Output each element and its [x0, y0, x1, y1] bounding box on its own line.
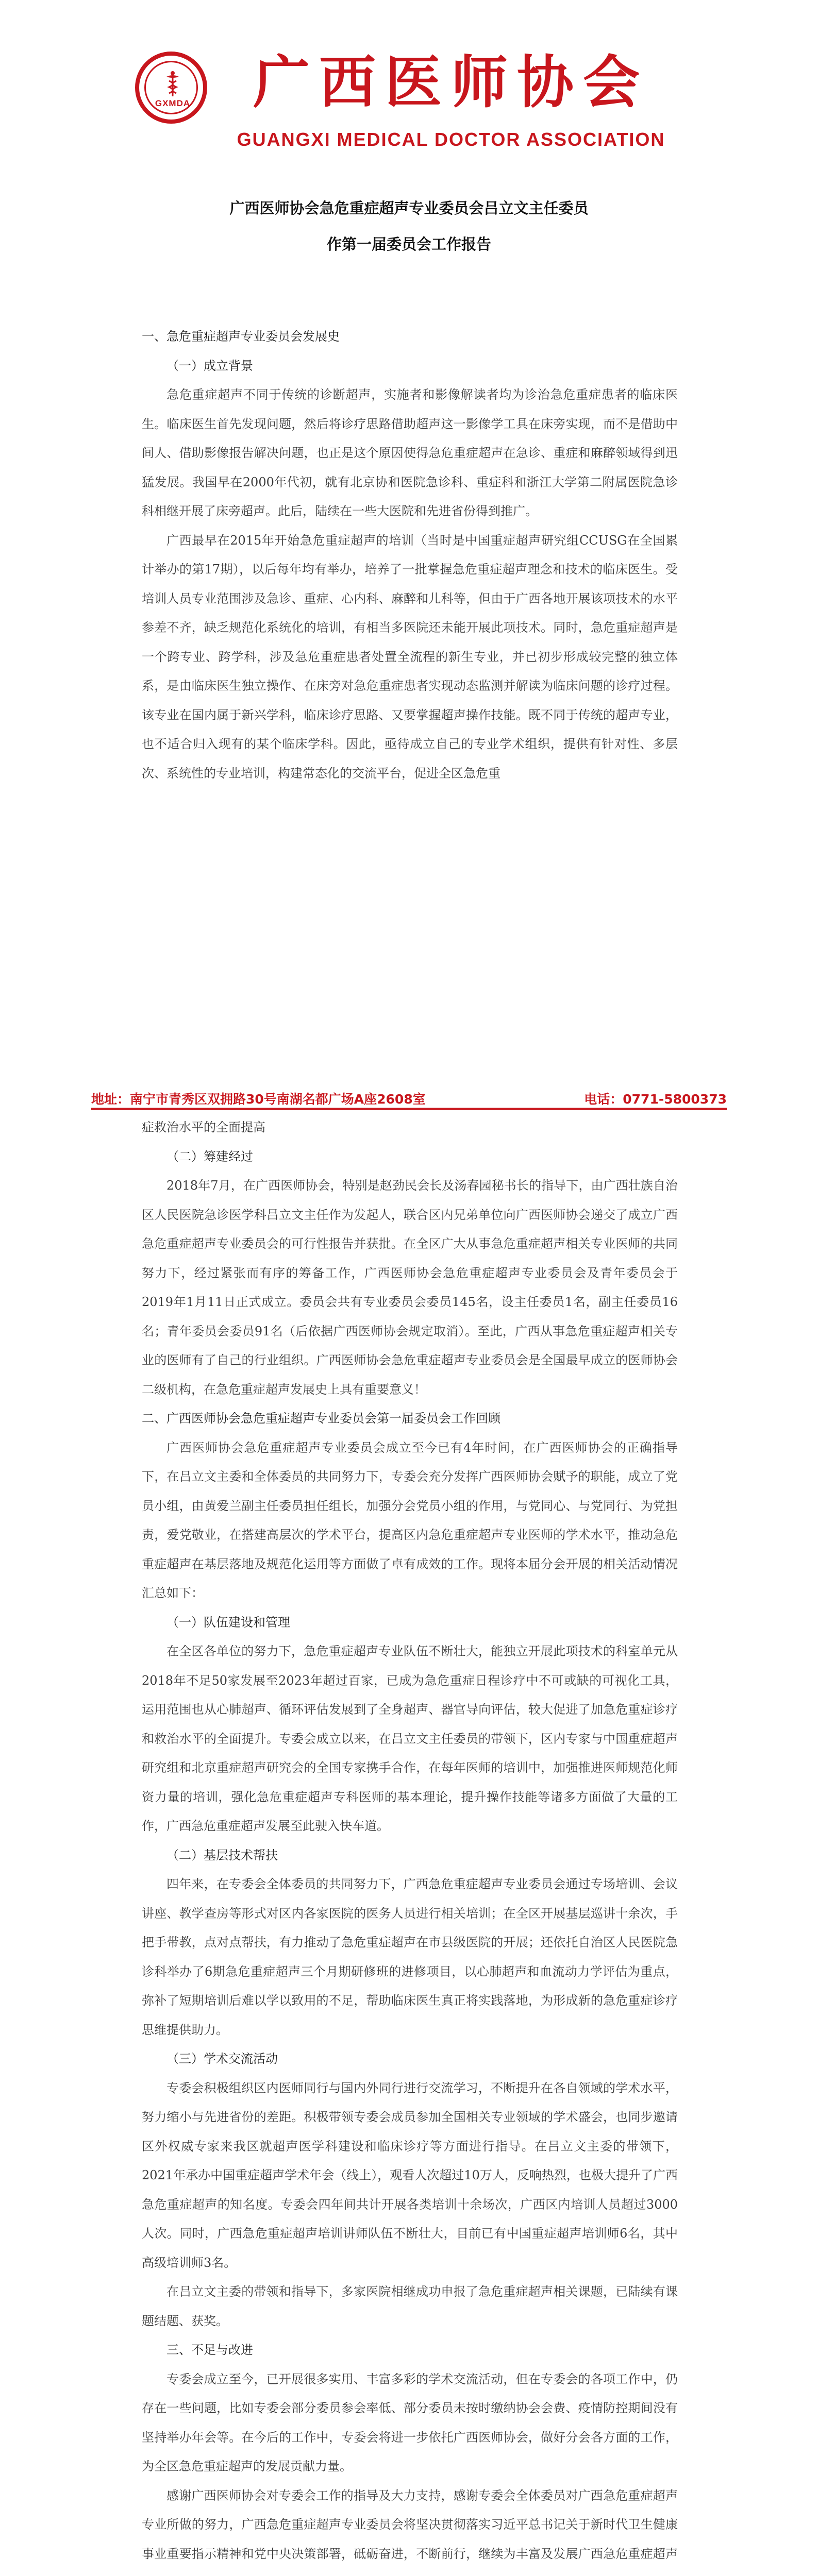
logo-text: GXMDA	[155, 98, 191, 108]
paragraph: 专委会积极组织区内医师同行与国内外同行进行交流学习，不断提升在各自领域的学术水平，努力缩小与先进省份的差距。积极带领专委会成员参加全国相关专业领域的学术盛会，也同步邀请区外权威专家来我区就超声医学科建设和临床诊疗等方面进行指导。在吕立文主委的带领下，2021年承办中国重症超声学术年会（线上），观看人次超过10万人，反响热烈，也极大提升了广西急危重症超声的知名度。专委会四年间共计开展各类培训十余场次，广西区内培训人员超过3000人次。同时，广西急危重症超声培训讲师队伍不断壮大，目前已有中国重症超声培训师6名，其中高级培训师3名。	[142, 2080, 678, 2270]
section-2-sub-1: （一）队伍建设和管理	[166, 1615, 290, 1630]
address-bar	[91, 1087, 727, 1110]
paragraph: 2018年7月，在广西医师协会，特别是赵劲民会长及汤春园秘书长的指导下，由广西壮族自治区人民医院急诊医学科吕立文主任作为发起人，联合区内兄弟单位向广西医师协会递交了成立广西急危重症超声专业委员会的可行性报告并获批。在全区广大从事急危重症超声相关专业医师的共同努力下，经过紧张而有序的筹备工作，广西医师协会急危重症超声专业委员会及青年委员会于2019年1月11日正式成立。委员会共有专业委员会委员145名，设主任委员1名，副主任委员16名；青年委员会委员91名（后依据广西医师协会规定取消）。至此，广西从事急危重症超声相关专业的医师有了自己的行业组织。广西医师协会急危重症超声专业委员会是全国最早成立的医师协会二级机构，在急危重症超声发展史上具有重要意义！	[142, 1178, 678, 1397]
section-1-sub-1: （一）成立背景	[166, 358, 253, 373]
org-english-name: GUANGXI MEDICAL DOCTOR ASSOCIATION	[237, 129, 665, 150]
paragraph: 在全区各单位的努力下，急危重症超声专业队伍不断壮大，能独立开展此项技术的科室单元从2018年不足50家发展至2023年超过百家，已成为急危重症日程诊疗中不可或缺的可视化工具，运用范围也从心肺超声、循环评估发展到了全身超声、器官导向评估，较大促进了加急危重症诊疗和救治水平的全面提升。专委会成立以来，在吕立文主任委员的带领下，区内专家与中国重症超声研究组和北京重症超声研究会的全国专家携手合作，在每年医师的培训中，加强推进医师规范化师资力量的培训，强化急危重症超声专科医师的基本理论，提升操作技能等诸多方面做了大量的工作，广西急危重症超声发展至此驶入快车道。	[142, 1644, 678, 1833]
report-body-part-2	[142, 1113, 678, 2576]
paragraph: 急危重症超声不同于传统的诊断超声，实施者和影像解读者均为诊治急危重症患者的临床医生。临床医生首先发现问题，然后将诊疗思路借助超声这一影像学工具在床旁实现，而不是借助中间人、借助影像报告解决问题，也正是这个原因使得急危重症超声在急诊、重症和麻醉领域得到迅猛发展。我国早在2000年代初，就有北京协和医院急诊科、重症科和浙江大学第二附属医院急诊科相继开展了床旁超声。此后，陆续在一些大医院和先进省份得到推广。	[142, 387, 678, 518]
org-name: 广西医师协会	[253, 49, 649, 115]
section-1-sub-2: （二）筹建经过	[166, 1149, 253, 1164]
phone-text: 电话：0771-5800373	[584, 1092, 727, 1107]
section-3-heading: 三、不足与改进	[166, 2343, 253, 2357]
paragraph: 四年来，在专委会全体委员的共同努力下，广西急危重症超声专业委员会通过专场培训、会议讲座、教学查房等形式对区内各家医院的医务人员进行相关培训；在全区开展基层巡讲十余次，手把手带教，点对点帮扶，有力推动了急危重症超声在市县级医院的开展；还依托自治区人民医院急诊科举办了6期急危重症超声三个月期研修班的进修项目，以心肺超声和血流动力学评估为重点，弥补了短期培训后难以学以致用的不足，帮助临床医生真正将实践落地，为形成新的急危重症诊疗思维提供助力。	[142, 1877, 678, 2037]
section-1-heading: 一、急危重症超声专业委员会发展史	[142, 329, 340, 344]
section-2-sub-3: （三）学术交流活动	[166, 2052, 278, 2066]
address-text: 地址：南宁市青秀区双拥路30号南湖名都广场A座2608室	[91, 1092, 426, 1107]
logo-inner-ring	[144, 61, 198, 114]
paragraph: 专委会成立至今，已开展很多实用、丰富多彩的学术交流活动，但在专委会的各项工作中，仍存在一些问题，比如专委会部分委员参会率低、部分委员未按时缴纳协会会费、疫情防控期间没有坚持举办年会等。在今后的工作中，专委会将进一步依托广西医师协会，做好分会各方面的工作，为全区急危重症超声的发展贡献力量。	[142, 2371, 678, 2473]
report-body-part-1	[142, 322, 678, 788]
paragraph: 在吕立文主委的带领和指导下，多家医院相继成功申报了急危重症超声相关课题，已陆续有课题结题、获奖。	[142, 2284, 678, 2328]
paragraph: 感谢广西医师协会对专委会工作的指导及大力支持，感谢专委会全体委员对广西急危重症超声专业所做的努力，广西急危重症超声专业委员会将坚决贯彻落实习近平总书记关于新时代卫生健康事业重要指示精神和党中央决策部署，砥砺奋进，不断前行，继续为丰富及发展广西急危重症超声	[142, 2488, 678, 2561]
section-2-heading: 二、广西医师协会急危重症超声专业委员会第一届委员会工作回顾	[142, 1411, 500, 1426]
paragraph: 广西医师协会急危重症超声专业委员会成立至今已有4年时间，在广西医师协会的正确指导下，在吕立文主委和全体委员的共同努力下，专委会充分发挥广西医师协会赋予的职能，成立了党员小组，由黄爱兰副主任委员担任组长，加强分会党员小组的作用，与党同心、与党同行、为党担责，爱党敬业，在搭建高层次的学术平台，提高区内急危重症超声专业医师的学术水平，推动急危重症超声在基层落地及规范化运用等方面做了卓有成效的工作。现将本届分会开展的相关活动情况汇总如下：	[142, 1440, 678, 1600]
letterhead	[0, 0, 818, 191]
caduceus-icon	[165, 71, 180, 97]
association-logo	[135, 52, 207, 124]
document-title-line-1: 广西医师协会急危重症超声专业委员会吕立文主任委员	[229, 199, 589, 217]
paragraph-continued: 症救治水平的全面提高	[142, 1120, 265, 1134]
paragraph: 广西最早在2015年开始急危重症超声的培训（当时是中国重症超声研究组CCUSG在全国累计举办的第17期），以后每年均有举办，培养了一批掌握急危重症超声理念和技术的临床医生。受培训人员专业范围涉及急诊、重症、心内科、麻醉和儿科等，但由于广西各地开展该项技术的水平参差不齐，缺乏规范化系统化的培训，有相当多医院还未能开展此项技术。同时，急危重症超声是一个跨专业、跨学科，涉及急危重症患者处置全流程的新生专业，并已初步形成较完整的独立体系，是由临床医生独立操作、在床旁对急危重症患者实现动态监测并解读为临床问题的诊疗过程。该专业在国内属于新兴学科，临床诊疗思路、又要掌握超声操作技能。既不同于传统的超声专业，也不适合归入现有的某个临床学科。因此，亟待成立自己的专业学术组织，提供有针对性、多层次、系统性的专业培训，构建常态化的交流平台，促进全区急危重	[142, 533, 678, 781]
document-title-line-2: 作第一届委员会工作报告	[326, 235, 491, 253]
section-2-sub-2: （二）基层技术帮扶	[166, 1848, 278, 1862]
